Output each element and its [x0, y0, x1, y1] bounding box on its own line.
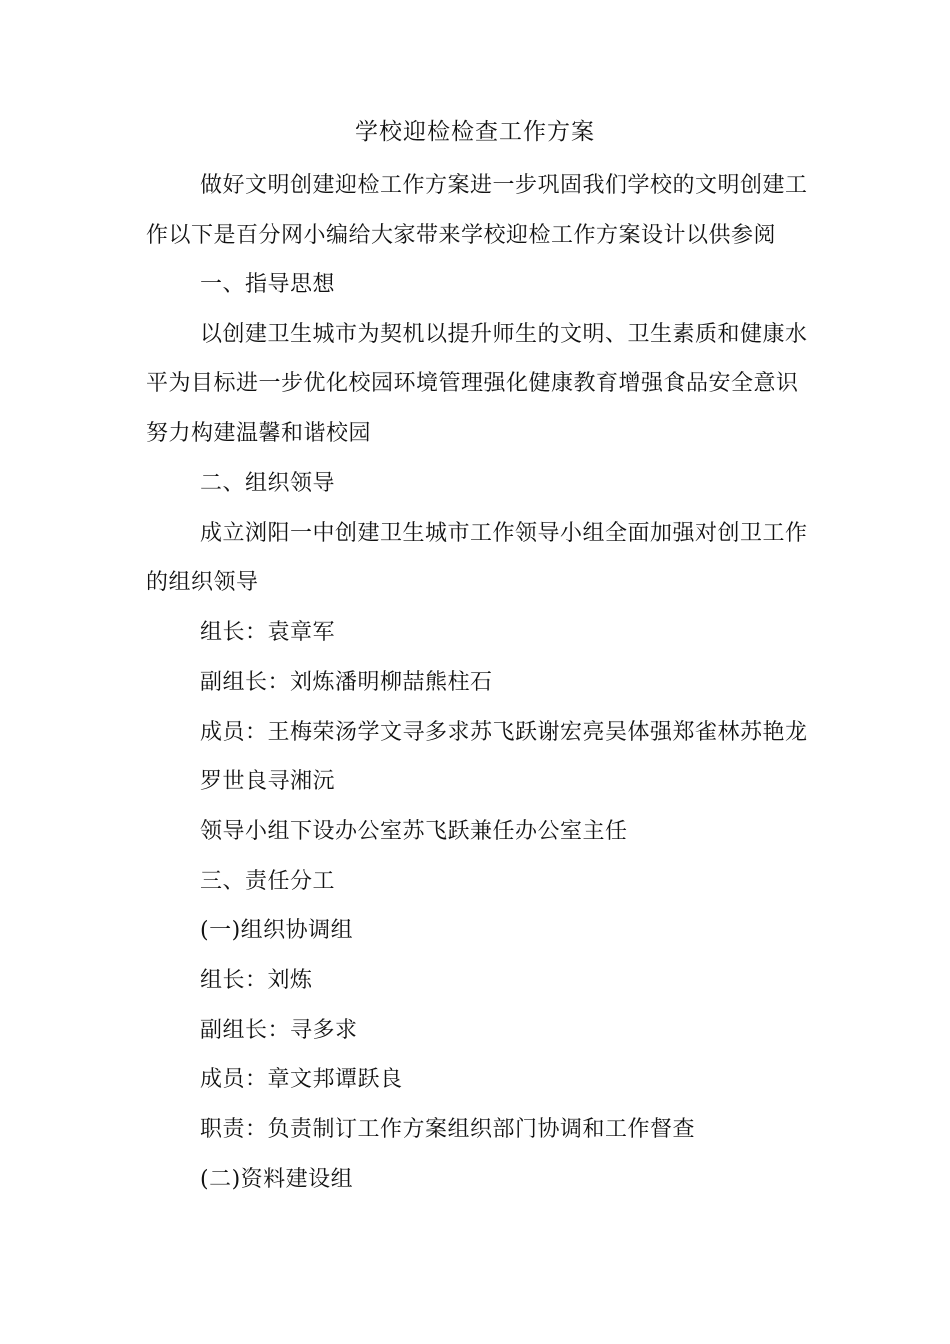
group-1-duty: 职责：负责制订工作方案组织部门协调和工作督查 — [200, 1117, 696, 1142]
vice-leader-line: 副组长：刘炼潘明柳喆熊柱石 — [200, 670, 493, 695]
leader-line: 组长：袁章军 — [200, 620, 336, 645]
intro-line-1: 做好文明创建迎检工作方案进一步巩固我们学校的文明创建工 — [200, 173, 808, 198]
intro-line-2: 作以下是百分网小编给大家带来学校迎检工作方案设计以供参阅 — [146, 223, 777, 248]
group-1-vice-leader: 副组长：寻多求 — [200, 1018, 358, 1043]
paragraph-organization-line-2: 的组织领导 — [146, 570, 259, 595]
group-1-members: 成员：章文邦谭跃良 — [200, 1067, 403, 1092]
members-line-1: 成员：王梅荣汤学文寻多求苏飞跃谢宏亮吴体强郑雀林苏艳龙 — [200, 720, 808, 745]
group-2-title: (二)资料建设组 — [200, 1167, 354, 1192]
paragraph-guiding-line-3: 努力构建温馨和谐校园 — [146, 421, 372, 446]
members-line-2: 罗世良寻湘沅 — [200, 769, 336, 794]
group-1-leader: 组长：刘炼 — [200, 968, 313, 993]
section-heading-responsibilities: 三、责任分工 — [200, 869, 336, 894]
paragraph-organization-line-1: 成立浏阳一中创建卫生城市工作领导小组全面加强对创卫工作 — [200, 521, 808, 546]
section-heading-organization: 二、组织领导 — [200, 471, 336, 496]
document-title: 学校迎检检查工作方案 — [355, 119, 595, 145]
office-line: 领导小组下设办公室苏飞跃兼任办公室主任 — [200, 819, 628, 844]
group-1-title: (一)组织协调组 — [200, 918, 354, 943]
paragraph-guiding-line-1: 以创建卫生城市为契机以提升师生的文明、卫生素质和健康水 — [200, 322, 808, 347]
section-heading-guiding-thought: 一、指导思想 — [200, 272, 336, 297]
paragraph-guiding-line-2: 平为目标进一步优化校园环境管理强化健康教育增强食品安全意识 — [146, 371, 799, 396]
